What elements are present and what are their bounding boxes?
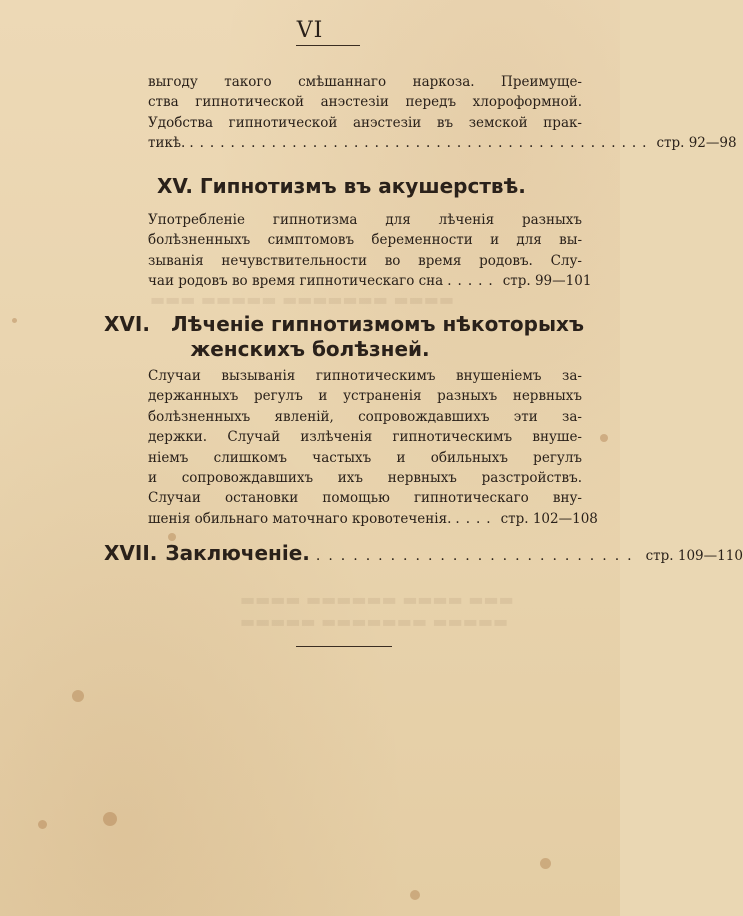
foxing-stain (600, 434, 608, 442)
closing-rule (296, 646, 392, 647)
text-line: болѣзненныхъ явленiй, сопровождавшихъ эти за- (148, 408, 582, 425)
foxing-stain (103, 812, 117, 826)
section-title: Лѣченiе гипнотизмомъ нѣкоторыхъ (171, 312, 584, 336)
text-line: выгоду такого смѣшаннаго наркоза. Преимуще- (148, 74, 582, 90)
bleed-through-text: ▬▬▬ ▬▬▬▬▬ ▬▬▬▬▬▬▬ ▬▬▬▬ (150, 290, 454, 309)
foxing-stain (410, 890, 420, 900)
page-reference: стр. 99—101 (502, 273, 592, 290)
leader-dots: .... (455, 510, 497, 527)
text-line: Случаи остановки помощью гипнотическаго вну- (148, 490, 582, 507)
section-numeral: XV. (157, 174, 193, 198)
section-heading (157, 174, 526, 198)
text-line: шенiя обильнаго маточнаго кровотеченiя. (148, 510, 452, 527)
entry-last-line (148, 271, 592, 291)
bleed-through-text: ▬▬▬▬ ▬▬▬▬▬▬ ▬▬▬▬ ▬▬▬ (240, 590, 514, 609)
text-line: Случаи вызыванiя гипнотическимъ внушенiемъ за- (148, 368, 582, 384)
section-title-continued: женскихъ болѣзней. (190, 337, 430, 361)
text-line: тикѣ. (148, 135, 186, 152)
foxing-stain (168, 533, 176, 541)
foxing-stain (12, 318, 17, 323)
text-line: чаи родовъ во время гипнотическаго сна (148, 273, 444, 290)
text-line: ства гипнотической анэстезiи передъ хлороформной. (148, 94, 582, 111)
text-line: нiемъ слишкомъ частыхъ и обильныхъ регулъ (148, 449, 582, 466)
text-line: и сопровождавшихъ ихъ нервныхъ разстройствъ. (148, 470, 582, 487)
entry-last-line (148, 509, 598, 529)
leader-dots: ............................................. (189, 135, 653, 152)
header-rule (296, 45, 360, 46)
page-reference: стр. 102—108 (500, 510, 598, 527)
section-summary (148, 210, 592, 292)
section-summary (148, 366, 598, 529)
text-line: держанныхъ регулъ и устраненiя разныхъ нервныхъ (148, 388, 582, 405)
text-line: Употребленiе гипнотизма для лѣченiя разныхъ (148, 212, 582, 228)
section-numeral: XVII. (104, 541, 158, 565)
page-reference: стр. 109—110 (645, 548, 743, 564)
section-heading (104, 541, 743, 565)
section-heading (104, 312, 584, 336)
leader-dots: ..... (447, 273, 499, 290)
section-title: Заключенiе. (165, 541, 310, 565)
text-line: держки. Случай излѣченiя гипнотическимъ внуше- (148, 429, 582, 446)
text-line: болѣзненныхъ симптомовъ беременности и для вы- (148, 232, 582, 249)
entry-last-line (148, 133, 737, 153)
page-reference: стр. 92—98 (656, 135, 737, 152)
foxing-stain (72, 690, 84, 702)
continued-paragraph (148, 72, 737, 154)
foxing-stain (540, 858, 551, 869)
leader-dots: .......................... (315, 548, 640, 564)
foxing-stain (38, 820, 47, 829)
page-number: VI (296, 18, 324, 43)
section-title: Гипнотизмъ въ акушерствѣ. (199, 174, 526, 198)
bleed-through-text: ▬▬▬▬▬ ▬▬▬▬▬▬▬ ▬▬▬▬▬ (240, 612, 509, 631)
text-line: зыванiя нечувствительности во время родовъ. Слу- (148, 252, 582, 269)
section-numeral: XVI. (104, 312, 150, 336)
text-line: Удобства гипнотической анэстезiи въ земской прак- (148, 114, 582, 131)
